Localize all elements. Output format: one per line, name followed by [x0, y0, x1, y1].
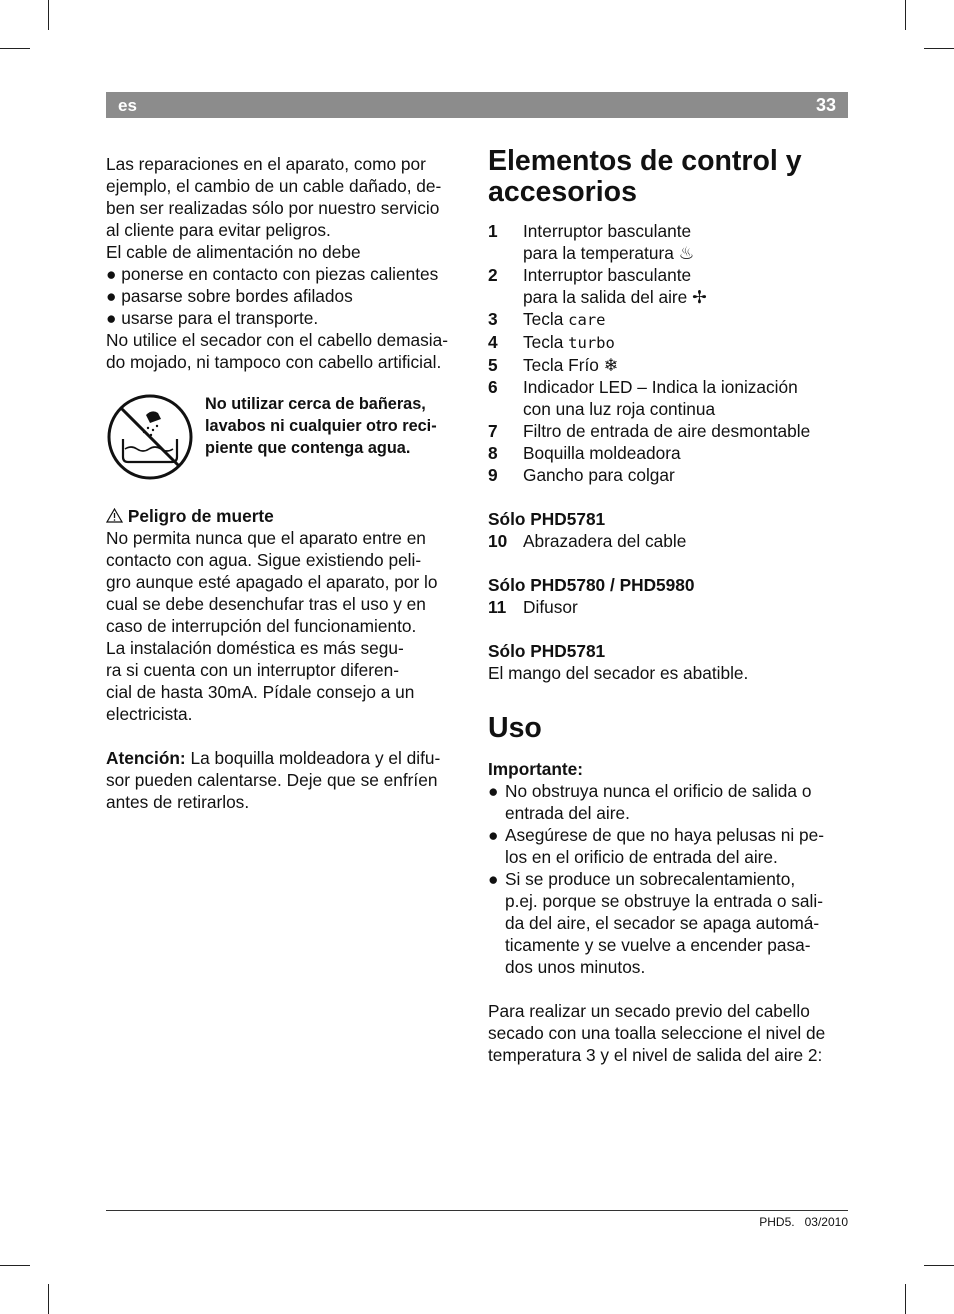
warning-triangle-icon — [106, 508, 123, 523]
body-line: ra si cuenta con un interruptor diferen- — [106, 660, 399, 680]
body-line: gro aunque esté apagado el aparato, por lo — [106, 572, 438, 592]
crop-mark — [924, 1265, 954, 1266]
water-warning — [106, 393, 468, 493]
crop-mark — [0, 1265, 30, 1266]
list-item: ● pasarse sobre bordes afilados — [106, 286, 353, 306]
list-item: 10 Abrazadera del cable — [488, 531, 687, 551]
body-line: secado con una toalla seleccione el nivel de — [488, 1023, 826, 1043]
page-number: 33 — [815, 95, 836, 115]
body-line: Para realizar un secado previo del cabello — [488, 1001, 810, 1021]
body-line: sor pueden calentarse. Deje que se enfríen — [106, 770, 438, 790]
subheading: Sólo PHD5780 / PHD5980 — [488, 575, 695, 595]
crop-mark — [48, 0, 49, 30]
intro-line: ben ser realizadas sólo por nuestro servicio — [106, 198, 440, 218]
body-line: La instalación doméstica es más segu- — [106, 638, 404, 658]
list-item: 3 Tecla care — [488, 309, 606, 329]
list-item: 5 Tecla Frío ❄ — [488, 355, 619, 375]
list-item: ● No obstruya nunca el orificio de salida o entrada del aire. — [488, 781, 812, 823]
subheading: Sólo PHD5781 — [488, 509, 606, 529]
crop-mark — [48, 1284, 49, 1314]
subheading: Importante: — [488, 759, 584, 779]
attention-line: Atención: La boquilla moldeadora y el difu- — [106, 748, 441, 768]
controls-list — [488, 530, 850, 552]
body-line: caso de interrupción del funcionamiento. — [106, 616, 417, 636]
list-item: 7 Filtro de entrada de aire desmontable — [488, 421, 811, 441]
right-column — [488, 146, 850, 1066]
body-line: do mojado, ni tampoco con cabello artificial. — [106, 352, 442, 372]
body-line: contacto con agua. Sigue existiendo peli- — [106, 550, 422, 570]
body-line: temperatura 3 y el nivel de salida del aire 2: — [488, 1045, 823, 1065]
page-header — [106, 92, 848, 118]
section-heading: Uso — [488, 712, 542, 744]
intro-line: Las reparaciones en el aparato, como por — [106, 154, 426, 174]
body-line: antes de retirarlos. — [106, 792, 250, 812]
list-item: 6 Indicador LED – Indica la ionización con una luz roja continua — [488, 377, 798, 419]
list-item: 4 Tecla turbo — [488, 332, 615, 352]
crop-mark — [0, 48, 30, 49]
language-code: es — [118, 96, 137, 115]
intro-line: al cliente para evitar peligros. — [106, 220, 331, 240]
warning-text: No utilizar cerca de bañeras, lavabos ni cualquier otro reci- piente que contenga agua. — [205, 395, 437, 457]
list-item: ● usarse para el transporte. — [106, 308, 319, 328]
controls-list — [488, 596, 850, 618]
list-item: 11 Difusor — [488, 597, 578, 617]
body-line: No utilice el secador con el cabello demasia- — [106, 330, 448, 350]
left-column — [106, 153, 468, 813]
body-line: No permita nunca que el aparato entre en — [106, 528, 426, 548]
list-item: ● Si se produce un sobrecalentamiento, p.ej. porque se obstruye la entrada o sali- da del aire, el secador se apaga automá- ticamente y se vuelve a encender pasa- dos unos minutos. — [488, 869, 823, 977]
crop-mark — [924, 48, 954, 49]
controls-list — [488, 220, 850, 486]
body-line: electricista. — [106, 704, 193, 724]
body-line: cual se debe desenchufar tras el uso y en — [106, 594, 426, 614]
intro-line: El cable de alimentación no debe — [106, 242, 361, 262]
body-line: El mango del secador es abatible. — [488, 663, 749, 683]
crop-mark — [905, 0, 906, 30]
list-item: 8 Boquilla moldeadora — [488, 443, 681, 463]
list-item: 2 Interruptor basculante para la salida del aire ✢ — [488, 265, 707, 307]
list-item: 9 Gancho para colgar — [488, 465, 675, 485]
footer-text: PHD5. 03/2010 — [759, 1215, 848, 1229]
footer-divider — [106, 1210, 848, 1211]
list-item: ● Asegúrese de que no haya pelusas ni pe- los en el orificio de entrada del aire. — [488, 825, 824, 867]
section-heading: Elementos de control y accesorios — [488, 145, 802, 208]
list-item: ● ponerse en contacto con piezas calientes — [106, 264, 439, 284]
danger-heading: Peligro de muerte — [106, 505, 468, 527]
subheading: Sólo PHD5781 — [488, 641, 606, 661]
body-line: cial de hasta 30mA. Pídale consejo a un — [106, 682, 415, 702]
no-water-icon — [106, 393, 194, 481]
intro-line: ejemplo, el cambio de un cable dañado, de- — [106, 176, 442, 196]
crop-mark — [905, 1284, 906, 1314]
list-item: 1 Interruptor basculante para la temperatura ♨ — [488, 221, 695, 263]
